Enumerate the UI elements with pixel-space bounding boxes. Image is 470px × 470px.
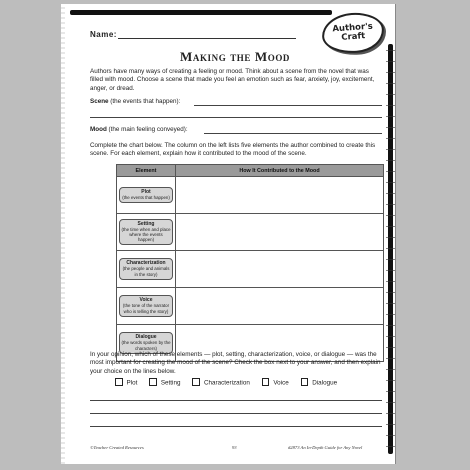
explanation-line-1[interactable]: [90, 400, 382, 401]
option-characterization[interactable]: Characterization: [192, 378, 249, 387]
checkbox-characterization[interactable]: [192, 378, 200, 386]
table-row: [117, 251, 384, 288]
footer-page-number: 93: [232, 445, 237, 450]
question-paragraph: In your opinion, which of these elements — plot, setting, characterization, voice, or dialogue — was the most important for creating the mood of the scene? Check the box next to your answer, and then explain your choice on the lines below.: [90, 351, 381, 375]
page-title: Making the Mood: [179, 49, 291, 64]
scene-label: Scene: [90, 98, 109, 105]
explanation-line-2[interactable]: [90, 413, 382, 414]
top-border: [70, 10, 332, 15]
answer-cell-setting[interactable]: [176, 214, 384, 251]
checkbox-voice[interactable]: [262, 378, 270, 386]
mood-line[interactable]: [204, 133, 382, 134]
table-row: [117, 288, 384, 325]
element-voice: Voice (the tone of the narrator who is telling the story): [119, 295, 173, 317]
mood-chart: [116, 164, 384, 362]
chart-instructions: Complete the chart below. The column on the left lists five elements the author combined to create this scene. For each element, explain how it contributed to the mood of the scene.: [90, 142, 376, 158]
mood-label-row: [90, 126, 188, 134]
name-label: Name:: [90, 30, 117, 39]
option-plot[interactable]: Plot: [115, 378, 137, 387]
explanation-line-3[interactable]: [90, 426, 382, 427]
option-dialogue[interactable]: Dialogue: [301, 378, 337, 387]
option-setting[interactable]: Setting: [149, 378, 180, 387]
mood-hint: (the main feeling conveyed):: [106, 126, 188, 133]
element-checkboxes: [115, 378, 337, 387]
element-characterization: Characterization (the people and animals in the story): [119, 258, 173, 280]
scene-hint: (the events that happen):: [108, 98, 181, 105]
mood-label: Mood: [90, 126, 107, 133]
answer-cell-voice[interactable]: [176, 288, 384, 325]
answer-cell-characterization[interactable]: [176, 251, 384, 288]
option-voice[interactable]: Voice: [262, 378, 289, 387]
header-contribution: How It Contributed to the Mood: [176, 165, 384, 177]
scene-label-row: [90, 98, 180, 106]
intro-paragraph: Authors have many ways of creating a feeling or mood. Think about a scene from the novel that was filled with mood. Choose a scene that made you feel an emotion such as fear, anxiety, joy, excitement, anger, or dread.: [90, 68, 375, 92]
checkbox-setting[interactable]: [149, 378, 157, 386]
table-row: [117, 214, 384, 251]
element-dialogue: Dialogue (the words spoken by the characters): [119, 332, 173, 354]
right-border: [388, 44, 393, 454]
name-field-line[interactable]: [118, 38, 296, 39]
badge-line-1: Author's: [332, 21, 374, 35]
header-element: Element: [117, 165, 176, 177]
element-plot: Plot (the events that happen): [119, 187, 173, 203]
checkbox-plot[interactable]: [115, 378, 123, 386]
scene-line-1[interactable]: [194, 105, 382, 106]
element-setting: Setting (the time when and place where the events happen): [119, 219, 173, 246]
checkbox-dialogue[interactable]: [301, 378, 309, 386]
footer-book-title: #2873 An In-Depth Guide for Any Novel: [288, 445, 363, 450]
table-row: [117, 177, 384, 214]
footer-copyright: ©Teacher Created Resources: [90, 445, 144, 450]
answer-cell-plot[interactable]: [176, 177, 384, 214]
badge-line-2: Craft: [340, 31, 366, 43]
scene-line-2[interactable]: [90, 117, 382, 118]
